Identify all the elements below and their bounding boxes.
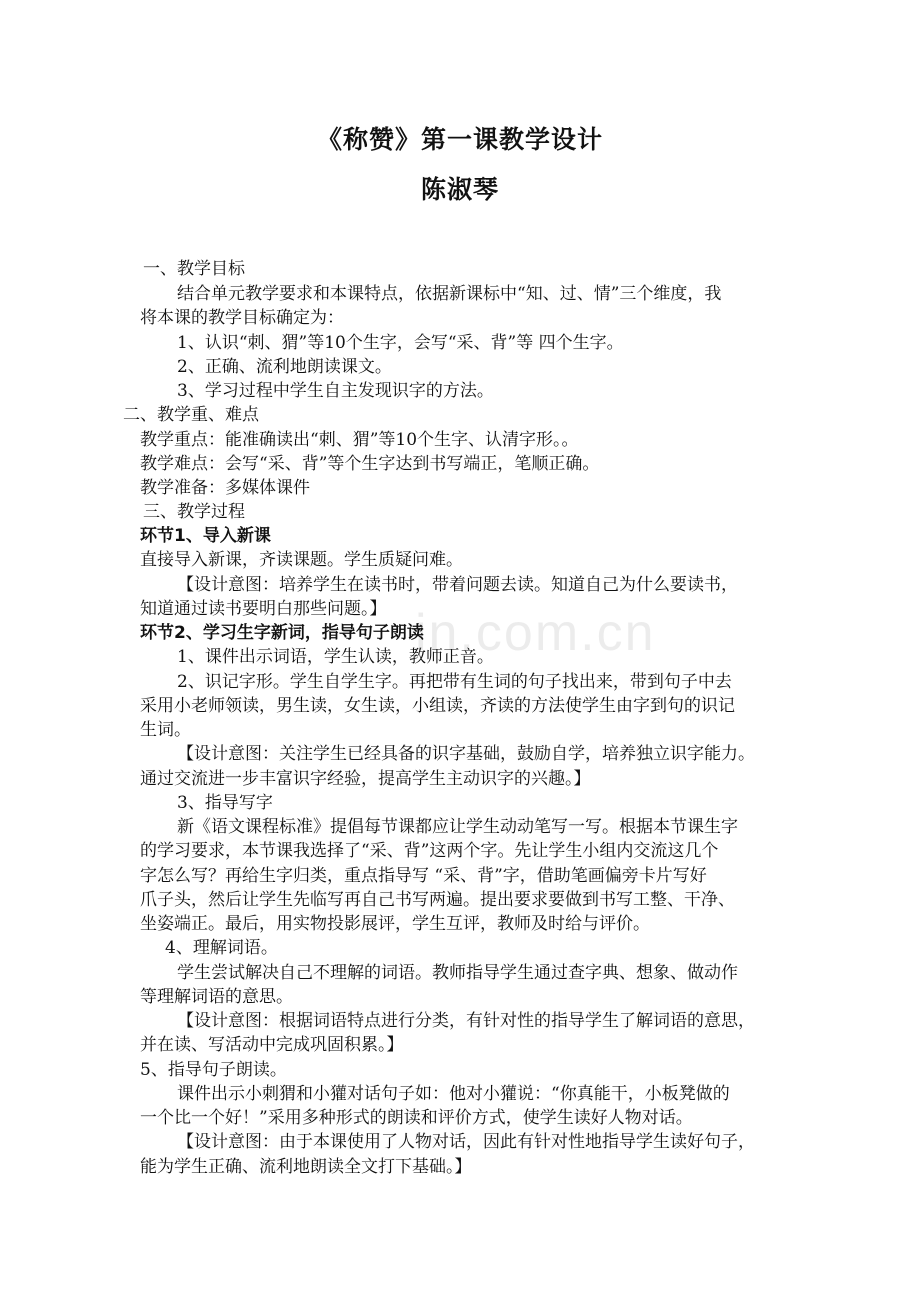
section-heading-key-points: 二、教学重、难点 xyxy=(123,405,259,425)
paragraph-line: 采用小老师领读，男生读，女生读，小组读，齐读的方法使学生由字到句的识记 xyxy=(140,696,735,716)
list-item: 2、正确、流利地朗读课文。 xyxy=(177,357,392,377)
design-intent-line: 【设计意图：培养学生在读书时，带着问题去读。知道自己为什么要读书， xyxy=(177,575,738,595)
paragraph-line: 的学习要求，本节课我选择了“采、背”这两个字。先让学生小组内交流这几个 xyxy=(140,841,719,861)
section-heading-objectives: 一、教学目标 xyxy=(143,259,245,279)
list-item: 4、理解词语。 xyxy=(165,938,278,958)
design-intent-line: 【设计意图：关注学生已经具备的识字基础，鼓励自学，培养独立识字能力。 xyxy=(177,744,755,764)
design-intent-line: 并在读、写活动中完成巩固积累。】 xyxy=(140,1035,404,1055)
document-title: 《称赞》第一课教学设计 xyxy=(316,125,603,154)
list-item: 3、学习过程中学生自主发现识字的方法。 xyxy=(177,381,494,401)
step-heading: 环节2、学习生字新词，指导句子朗读 xyxy=(140,623,424,643)
paragraph-line: 一个比一个好！”采用多种形式的朗读和评价方式，使学生读好人物对话。 xyxy=(140,1108,693,1128)
paragraph-line: 教学难点：会写“采、背”等个生字达到书写端正，笔顺正确。 xyxy=(140,454,600,474)
paragraph-line: 直接导入新课，齐读课题。学生质疑问难。 xyxy=(140,550,463,570)
paragraph-line: 字怎么写？再给生字归类，重点指导写 “采、背”字，借助笔画偏旁卡片写好 xyxy=(140,866,707,886)
paragraph-line: 将本课的教学目标确定为： xyxy=(140,308,344,328)
paragraph-line: 爪子头，然后让学生先临写再自己书写两遍。提出要求要做到书写工整、干净、 xyxy=(140,890,735,910)
design-intent-line: 能为学生正确、流利地朗读全文打下基础。】 xyxy=(140,1157,472,1177)
paragraph-line: 等理解词语的意思。 xyxy=(140,987,293,1007)
paragraph-line: 教学重点：能准确读出“刺、猬”等10个生字、认清字形。。 xyxy=(140,430,579,450)
paragraph-line: 课件出示小刺猬和小獾对话句子如：他对小獾说：“你真能干，小板凳做的 xyxy=(177,1084,730,1104)
document-author: 陈淑琴 xyxy=(420,175,499,204)
list-item: 1、认识“刺、猬”等10个生字，会写“采、背”等 四个生字。 xyxy=(177,333,624,353)
paragraph-line: 生词。 xyxy=(140,720,191,740)
list-item: 2、识记字形。学生自学生字。再把带有生词的句子找出来，带到句子中去 xyxy=(177,672,732,692)
paragraph-line: 坐姿端正。最后，用实物投影展评，学生互评，教师及时给与评价。 xyxy=(140,914,650,934)
list-item: 3、指导写字 xyxy=(177,793,273,813)
paragraph-line: 学生尝试解决自己不理解的词语。教师指导学生通过查字典、想象、做动作 xyxy=(177,963,738,983)
paragraph-line: 教学准备：多媒体课件 xyxy=(140,478,310,498)
design-intent-line: 【设计意图：由于本课使用了人物对话，因此有针对性地指导学生读好句子， xyxy=(177,1132,755,1152)
section-heading-process: 三、教学过程 xyxy=(143,502,245,522)
design-intent-line: 通过交流进一步丰富识字经验，提高学生主动识字的兴趣。】 xyxy=(140,769,591,789)
design-intent-line: 【设计意图：根据词语特点进行分类，有针对性的指导学生了解词语的意思， xyxy=(177,1011,755,1031)
step-heading: 环节1、导入新课 xyxy=(140,526,271,546)
list-item: 1、课件出示词语，学生认读，教师正音。 xyxy=(177,647,494,667)
paragraph-line: 结合单元教学要求和本课特点，依据新课标中“知、过、情”三个维度，我 xyxy=(177,284,722,304)
design-intent-line: 知道通过读书要明白那些问题。】 xyxy=(140,599,387,619)
paragraph-line: 新《语文课程标准》提倡每节课都应让学生动动笔写一写。根据本节课生字 xyxy=(177,817,738,837)
watermark: in.com.cn xyxy=(415,604,656,662)
list-item: 5、指导句子朗读。 xyxy=(140,1060,287,1080)
